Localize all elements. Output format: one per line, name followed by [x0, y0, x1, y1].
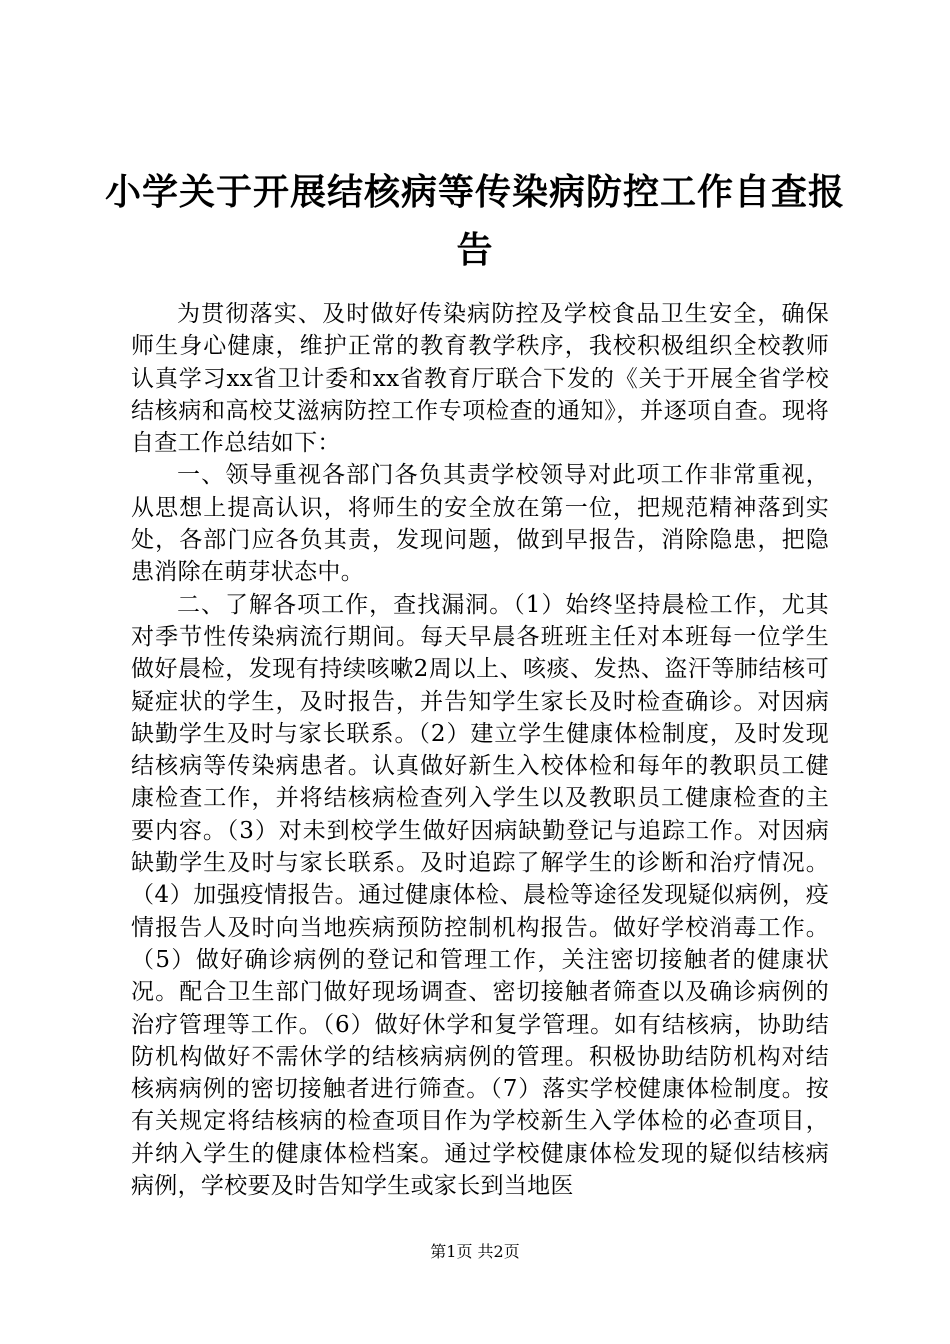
- paragraph-section-2: 二、了解各项工作，查找漏洞。（1）始终坚持晨检工作，尤其对季节性传染病流行期间。每天早晨各班班主任对本班每一位学生做好晨检，发现有持续咳嗽2周以上、咳痰、发热、盗汗等肺结核可疑症状的学生，及时报告，并告知学生家长及时检查确诊。对因病缺勤学生及时与家长联系。（2）建立学生健康体检制度，及时发现结核病等传染病患者。认真做好新生入校体检和每年的教职员工健康检查工作，并将结核病检查列入学生以及教职员工健康检查的主要内容。（3）对未到校学生做好因病缺勤登记与追踪工作。对因病缺勤学生及时与家长联系。及时追踪了解学生的诊断和治疗情况。（4）加强疫情报告。通过健康体检、晨检等途径发现疑似病例，疫情报告人及时向当地疾病预防控制机构报告。做好学校消毒工作。（5）做好确诊病例的登记和管理工作，关注密切接触者的健康状况。配合卫生部门做好现场调查、密切接触者筛查以及确诊病例的治疗管理等工作。（6）做好休学和复学管理。如有结核病，协助结防机构做好不需休学的结核病病例的管理。积极协助结防机构对结核病病例的密切接触者进行筛查。（7）落实学校健康体检制度。按有关规定将结核病的检查项目作为学校新生入学体检的必查项目，并纳入学生的健康体检档案。通过学校健康体检发现的疑似结核病病例，学校要及时告知学生或家长到当地医: [131, 591, 829, 1200]
- document-title: 小学关于开展结核病等传染病防控工作自查报告: [104, 171, 845, 271]
- paragraph-section-1: 一、领导重视各部门各负其责学校领导对此项工作非常重视，从思想上提高认识，将师生的安全放在第一位，把规范精神落到实处，各部门应各负其责，发现问题，做到早报告，消除隐患，把隐患消除在萌芽状态中。: [131, 462, 829, 586]
- page-footer: 第1页 共2页: [430, 1242, 520, 1261]
- paragraph-intro: 为贯彻落实、及时做好传染病防控及学校食品卫生安全，确保师生身心健康，维护正常的教育教学秩序，我校积极组织全校教师认真学习xx省卫计委和xx省教育厅联合下发的《关于开展全省学校结核病和高校艾滋病防控工作专项检查的通知》，并逐项自查。现将自查工作总结如下：: [131, 301, 829, 457]
- document-body: [131, 298, 829, 1202]
